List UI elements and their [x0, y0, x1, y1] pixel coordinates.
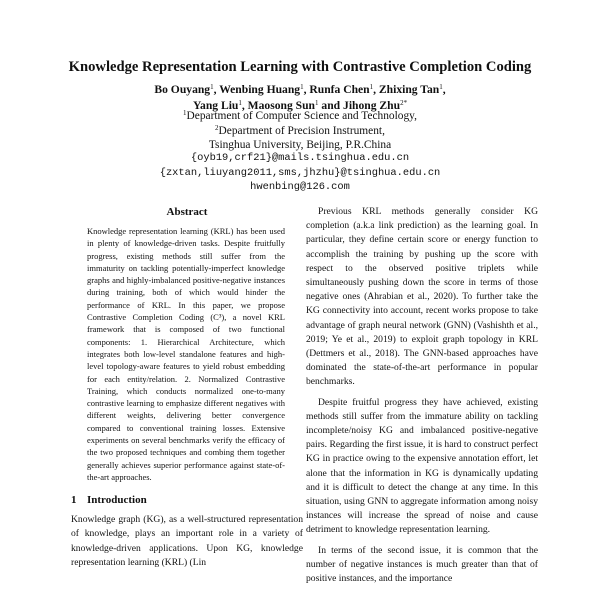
author-name: Yang Liu	[192, 99, 239, 112]
affiliation-text: Department of Precision Instrument,	[218, 124, 385, 137]
body-paragraph: In terms of the second issue, it is common that the number of negative instances is much greater than that of positive instances, and the importance	[306, 544, 538, 585]
abstract-text: Knowledge representation learning (KRL) has been used in plenty of knowledge-driven tasks. Despite fruitfully progress, existing methods still suffer from the immaturity on tackling potentially-imperfect knowledge graphs and highly-imbalanced positive-negative instances during training, both of which would hinder the performance of KRL. In this paper, we propose Contrastive Completion Coding (C³), a novel KRL framework that is composed of two functional components: 1. Hierarchical Architecture, which integrates both low-level standalone features and high-level topology-aware features to yield robust embedding for each entity/relation. 2. Normalized Contrastive Training, which conducts normalized one-to-many contrastive learning to emphasize different negatives with different weights, delivering better convergence compared to conventional training losses. Extensive experiments on several benchmarks verify the efficacy of the two proposed techniques and combing them together generally achieves superior performance against state-of-the-art approaches.	[87, 226, 285, 482]
author-name: Jihong Zhu	[343, 99, 401, 112]
author-name: Zhixing Tan	[378, 83, 440, 96]
affiliation-text: Tsinghua University, Beijing, P.R.China	[208, 139, 392, 152]
author-line-1: Bo Ouyang$^1$, Wenbing Huang$^1$, Runfa Chen$^1$, Zhixing Tan$^1$,	[154, 83, 446, 96]
affiliation-line	[0, 124, 600, 139]
author-affil-mark: 1	[369, 83, 374, 91]
affiliation-mark: 1	[183, 109, 187, 117]
email-line: {oyb19,crf21}@mails.tsinghua.edu.cn	[190, 152, 410, 164]
left-column	[71, 205, 303, 570]
author-affil-mark: 2*	[400, 99, 408, 107]
affiliations	[0, 109, 600, 153]
right-column	[306, 205, 538, 586]
author-affil-mark: 1	[315, 99, 319, 107]
email-line: hwenbing@126.com	[250, 181, 350, 193]
intro-paragraph: Knowledge graph (KG), as a well-structured representation of knowledge, plays an important role in a variety of knowledge-driven applications. Upon KG, knowledge representation learning (KRL) (Lin	[71, 514, 303, 568]
email-list	[0, 151, 600, 195]
author-name: Bo Ouyang	[154, 83, 211, 96]
author-affil-mark: 1	[238, 99, 242, 107]
author-line-2: Yang Liu$^1$, Maosong Sun$^1$ and Jihong Zhu$^{2*}$	[192, 99, 408, 112]
paper-title: Knowledge Representation Learning with Contrastive Completion Coding	[68, 59, 532, 75]
section-heading-introduction	[71, 493, 303, 507]
body-paragraph: Despite fruitful progress they have achieved, existing methods still suffer from the immature ability on tackling incomplete/noisy KG and imbalanced positive-negative pairs. Regarding the first issue, it is hard to construct perfect KG in practice owing to the expensive annotation effort, let alone that the information in KG is dynamically updating and it is difficult to detect the change at any time. In this situation, using GNN to aggregate information among noisy instances will increase the spread of noise and cause detriment to knowledge representation learning.	[306, 396, 538, 536]
author-affil-mark: 1	[210, 83, 214, 91]
body-paragraph: Previous KRL methods generally consider KG completion (a.k.a link prediction) as the learning goal. In particular, they define certain score or energy function to accomplish the training by pushing up the score with respect to the observed positive triplets while simultaneously pushing down the score in terms of those negative ones (Ahrabian et al., 2020). To further take the KG connectivity into account, recent works propose to take advantage of graph neural network (GNN) (Vashishth et al., 2019; Ye et al., 2019) to exploit graph topology in KRL (Dettmers et al., 2018). The GNN-based approaches have dominated the state-of-the-art performance in popular benchmarks.	[306, 206, 538, 388]
author-name: Wenbing Huang	[219, 83, 301, 96]
author-affil-mark: 1	[439, 83, 443, 91]
author-name: Maosong Sun	[247, 99, 316, 112]
section-number: 1	[71, 494, 77, 507]
section-title: Introduction	[87, 494, 147, 507]
email-line: {zxtan,liuyang2011,sms,jhzhu}@tsinghua.edu.cn	[159, 166, 441, 179]
author-affil-mark: 1	[300, 83, 304, 91]
affiliation-text: Department of Computer Science and Technology,	[186, 110, 417, 122]
author-name: Runfa Chen	[309, 83, 370, 96]
affiliation-mark: 2	[215, 123, 219, 132]
abstract-heading: Abstract	[166, 206, 208, 218]
affiliation-line	[0, 109, 600, 124]
